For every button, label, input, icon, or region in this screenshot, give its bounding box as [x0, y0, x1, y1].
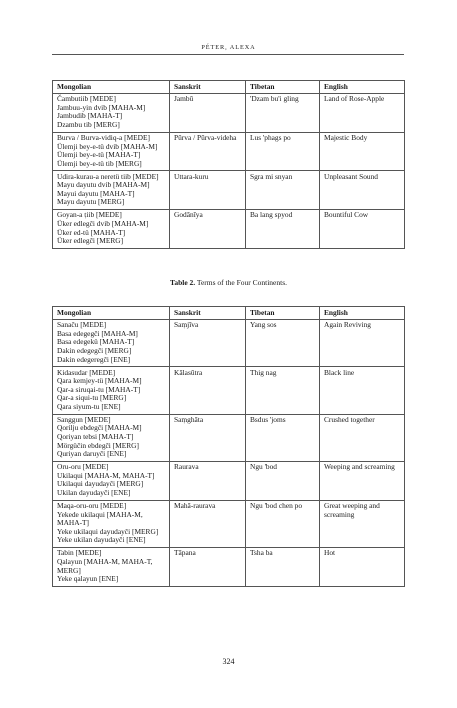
table-row	[53, 210, 405, 249]
english-cell: Crushed together	[320, 414, 405, 461]
tibetan-cell: Ngu 'bod	[246, 461, 320, 500]
term-line: Üker edlegči dvib [MAHA-M]	[57, 219, 149, 229]
tibetan-cell: Sgra mi snyan	[246, 171, 320, 210]
term-line: Mayu dayutu [MERG]	[57, 197, 125, 207]
mongolian-cell	[53, 367, 170, 414]
mongolian-cell	[53, 132, 170, 171]
table-row	[53, 132, 405, 171]
english-cell: Land of Rose-Apple	[320, 93, 405, 132]
term-line: Qalayun [MAHA-M, MAHA-T, MERG]	[57, 556, 153, 575]
term-line: Mörgüčin ebdegči [MERG]	[57, 440, 139, 450]
column-header: Sanskrit	[170, 81, 246, 94]
english-cell: Hot	[320, 547, 405, 586]
sanskrit-cell: Godānīya	[170, 210, 246, 249]
term-line: Dakin edegegči [MERG]	[57, 345, 132, 355]
sanskrit-cell: Raurava	[170, 461, 246, 500]
english-cell: Unpleasant Sound	[320, 171, 405, 210]
caption-label: Table 2.	[170, 278, 196, 287]
term-line: Goyan-a ṭiib [MEDE]	[57, 210, 122, 220]
term-line: Quriyan daruyči [ENE]	[57, 449, 127, 459]
mongolian-cell	[53, 547, 170, 586]
table-row	[53, 319, 405, 366]
tibetan-cell: Tsha ba	[246, 547, 320, 586]
term-line: Yeke ukilaqui dayudayči [MERG]	[57, 526, 159, 536]
tibetan-cell: Bsdus 'joms	[246, 414, 320, 461]
sanskrit-cell: Uttara-kuru	[170, 171, 246, 210]
english-cell: Bountiful Cow	[320, 210, 405, 249]
sanskrit-cell: Jambū	[170, 93, 246, 132]
mongolian-cell	[53, 319, 170, 366]
table-row	[53, 547, 405, 586]
tibetan-cell: Thig nag	[246, 367, 320, 414]
term-line: Maqa-oru-oru [MEDE]	[57, 501, 127, 511]
caption-text: Terms of the Four Continents.	[195, 278, 287, 287]
term-line: Qar-a siruqai-tu [MAHA-T]	[57, 384, 141, 394]
english-cell: Majestic Body	[320, 132, 405, 171]
term-line: Basa edegegči [MAHA-M]	[57, 328, 138, 338]
term-line: Ukilaqui [MAHA-M, MAHA-T]	[57, 470, 155, 480]
term-line: Oru-oru [MEDE]	[57, 462, 109, 472]
column-header: Mongolian	[53, 81, 170, 94]
term-line: Qara siyum-tu [ENE]	[57, 401, 121, 411]
term-line: Ülemji bey-e-tü tib [MERG]	[57, 158, 142, 168]
continents-table	[52, 80, 405, 249]
term-line: Ukilan dayudayči [ENE]	[57, 488, 131, 498]
term-line: Udira-kurau-a neretü tiib [MEDE]	[57, 171, 159, 181]
sanskrit-cell: Kālasūtra	[170, 367, 246, 414]
hells-table	[52, 306, 405, 587]
table-row	[53, 367, 405, 414]
table-row	[53, 461, 405, 500]
term-line: Dzambu tib [MERG]	[57, 119, 120, 129]
tibetan-cell: 'Dzam bu'i gling	[246, 93, 320, 132]
term-line: Kidasudar [MEDE]	[57, 367, 116, 377]
table-row	[53, 93, 405, 132]
term-line: Qar-a siqui-tu [MERG]	[57, 393, 127, 403]
column-header: Sanskrit	[170, 307, 246, 320]
tibetan-cell: Lus 'phags po	[246, 132, 320, 171]
header-divider	[52, 54, 404, 55]
mongolian-cell	[53, 171, 170, 210]
term-line: Dakin edegeregči [ENE]	[57, 354, 131, 364]
sanskrit-cell: Saṃghāta	[170, 414, 246, 461]
term-line: Jambudib [MAHA-T]	[57, 111, 123, 121]
running-header: PÉTER, ALEXA	[201, 44, 256, 51]
table-row	[53, 414, 405, 461]
table-header-row	[53, 81, 405, 94]
term-line: Üker edlegči [MERG]	[57, 236, 124, 246]
term-line: Yekede ukilaqui [MAHA-M, MAHA-T]	[57, 509, 143, 528]
term-line: Jambuu-yin dvib [MAHA-M]	[57, 102, 146, 112]
column-header: Mongolian	[53, 307, 170, 320]
term-line: Üker ed-tü [MAHA-T]	[57, 227, 126, 237]
column-header: English	[320, 307, 405, 320]
term-line: Tabin [MEDE]	[57, 548, 102, 558]
english-cell: Black line	[320, 367, 405, 414]
table-row	[53, 500, 405, 547]
term-line: Yeke ukilan dayudayči [ENE]	[57, 535, 146, 545]
english-cell: Weeping and screaming	[320, 461, 405, 500]
mongolian-cell	[53, 461, 170, 500]
english-cell: Great weeping and screaming	[320, 500, 405, 547]
term-line: Ülemji bey-e-tü dvib [MAHA-M]	[57, 141, 158, 151]
term-line: Mayui dayutu [MAHA-T]	[57, 188, 135, 198]
page-number: 324	[222, 657, 235, 666]
mongolian-cell	[53, 500, 170, 547]
term-line: Mayu dayutu dvib [MAHA-M]	[57, 180, 150, 190]
table-caption	[0, 278, 457, 287]
column-header: English	[320, 81, 405, 94]
term-line: Basa edegekü [MAHA-T]	[57, 337, 135, 347]
term-line: Ülemji bey-e-tü [MAHA-T]	[57, 150, 141, 160]
term-line: Sanggun [MEDE]	[57, 414, 111, 424]
mongolian-cell	[53, 93, 170, 132]
mongolian-cell	[53, 414, 170, 461]
tibetan-cell: Ba lang spyod	[246, 210, 320, 249]
term-line: Čambutiib [MEDE]	[57, 94, 116, 104]
column-header: Tibetan	[246, 307, 320, 320]
sanskrit-cell: Pūrva / Pūrva-videha	[170, 132, 246, 171]
column-header: Tibetan	[246, 81, 320, 94]
mongolian-cell	[53, 210, 170, 249]
sanskrit-cell: Saṃjīva	[170, 319, 246, 366]
tibetan-cell: Yang sos	[246, 319, 320, 366]
table-header-row	[53, 307, 405, 320]
sanskrit-cell: Mahā-raurava	[170, 500, 246, 547]
term-line: Qoriyan tebsi [MAHA-T]	[57, 432, 134, 442]
term-line: Burva / Burva-vidiq-a [MEDE]	[57, 132, 150, 142]
term-line: Qara kemjey-tü [MAHA-M]	[57, 376, 142, 386]
term-line: Qorilju ebdegči [MAHA-M]	[57, 423, 142, 433]
term-line: Ukilaqui dayudayči [MERG]	[57, 479, 144, 489]
term-line: Yeke qalayun [ENE]	[57, 574, 119, 584]
sanskrit-cell: Tāpana	[170, 547, 246, 586]
term-line: Sanaču [MEDE]	[57, 320, 107, 330]
english-cell: Again Reviving	[320, 319, 405, 366]
table-row	[53, 171, 405, 210]
tibetan-cell: Ngu 'bod chen po	[246, 500, 320, 547]
